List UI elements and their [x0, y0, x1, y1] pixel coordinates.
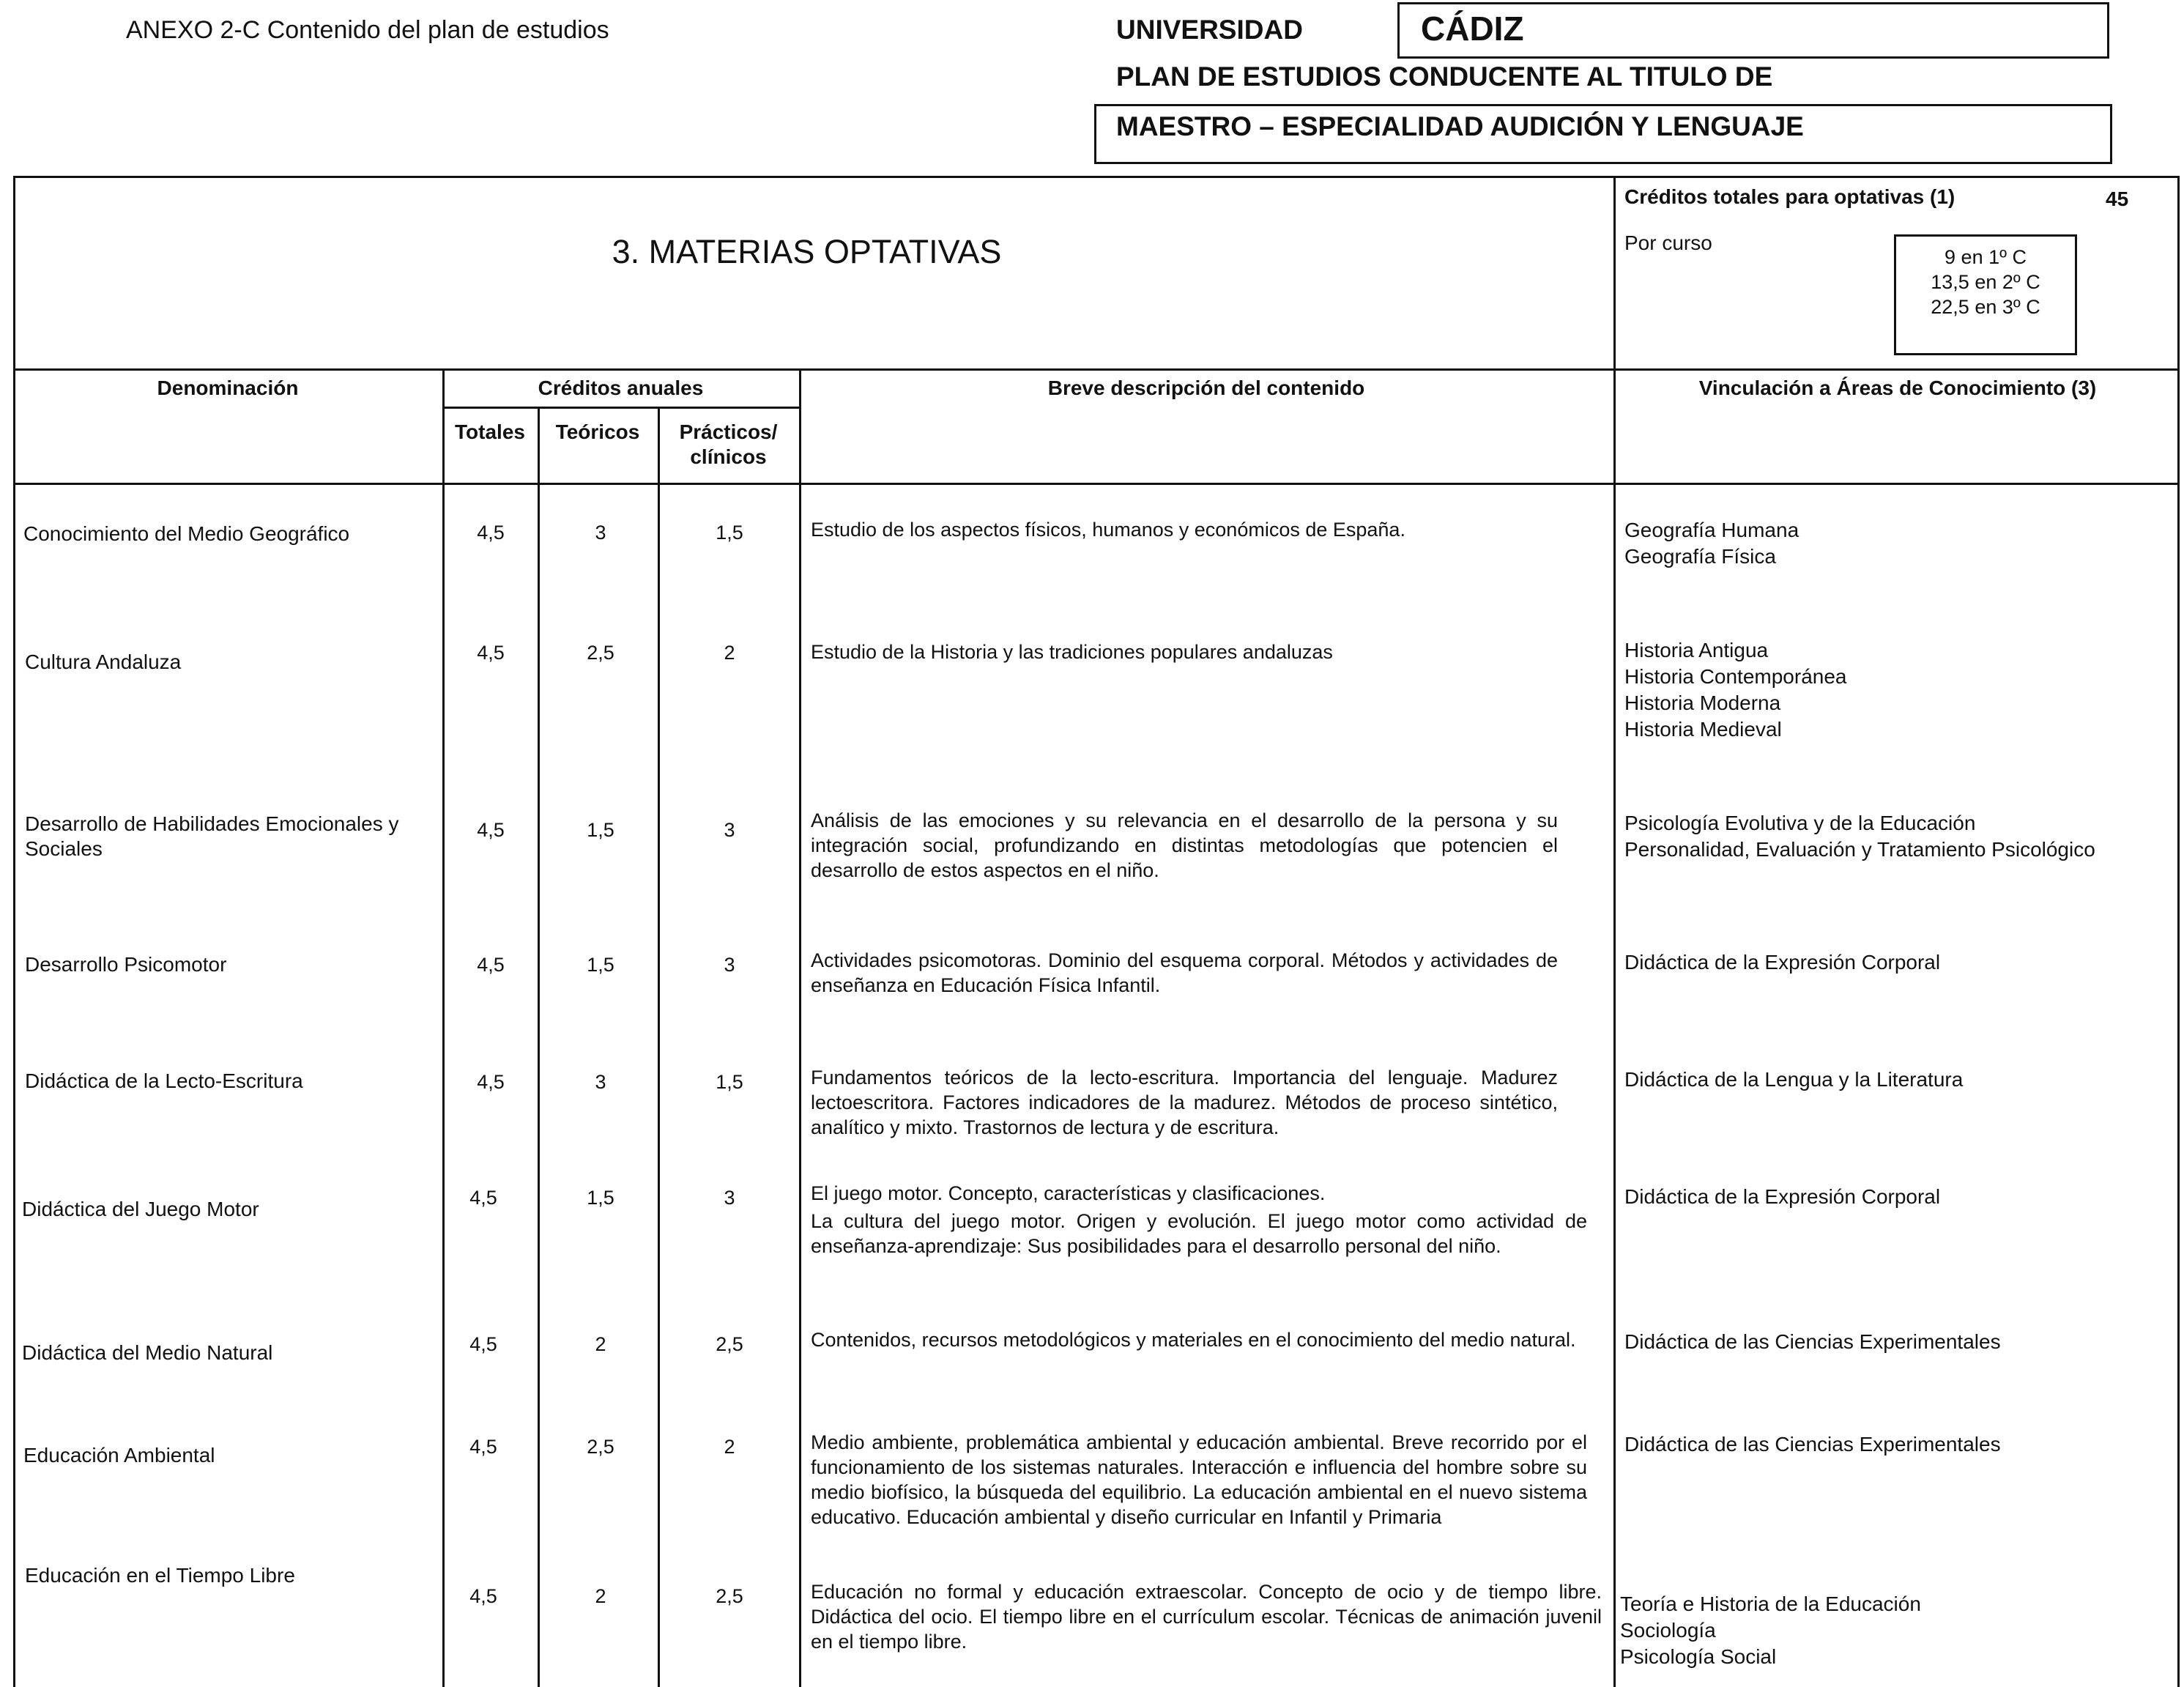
col-creditos: Créditos anuales [538, 377, 704, 399]
divider [13, 368, 2180, 371]
row-description: El juego motor. Concepto, características y clasificaciones. La cultura del juego motor. Origen y evolución. El juego motor como actividad de enseñanza-aprendizaje: Sus posibilidades para el desarrollo personal del niño. [811, 1182, 1587, 1257]
row-areas: Didáctica de la Lengua y la Literatura [1624, 1068, 1964, 1091]
col-teoricos: Teóricos [555, 420, 640, 443]
curso-1: 9 en 1º C [1945, 246, 2027, 268]
col-practicos: Prácticos/ [679, 420, 778, 443]
col-practicos-2: clínicos [690, 445, 767, 468]
col-vinculacion: Vinculación a Áreas de Conocimiento (3) [1698, 377, 2097, 399]
row-totales: 4,5 [477, 522, 505, 544]
row-totales: 4,5 [477, 1071, 505, 1093]
row-areas: Didáctica de la Expresión Corporal [1624, 1185, 1941, 1208]
university-label: UNIVERSIDAD [1116, 15, 1303, 45]
row-name: Cultura Andaluza [25, 650, 182, 673]
row-areas: Didáctica de la Expresión Corporal [1624, 951, 1941, 974]
row-name: Didáctica de la Lecto-Escritura [25, 1069, 303, 1092]
row-description: Estudio de la Historia y las tradiciones populares andaluzas [811, 641, 1333, 663]
row-areas: Teoría e Historia de la Educación Sociología Psicología Social [1620, 1593, 1921, 1668]
row-totales: 4,5 [469, 1333, 497, 1355]
row-description: Análisis de las emociones y su relevancia en el desarrollo de la persona y su integración social, profundizando en distintas metodologías que potencien el desarrollo de estos aspectos en el niño. [811, 809, 1558, 881]
section-title: 3. MATERIAS OPTATIVAS [612, 233, 1002, 270]
col-descripcion: Breve descripción del contenido [1047, 377, 1365, 399]
row-practicos: 1,5 [716, 1071, 743, 1093]
row-areas: Psicología Evolutiva y de la Educación Personalidad, Evaluación y Tratamiento Psicológico [1624, 812, 2095, 861]
divider [799, 368, 801, 1687]
curso-3: 22,5 en 3º C [1931, 296, 2040, 318]
row-name: Desarrollo de Habilidades Emocionales y Sociales [25, 812, 399, 860]
plan-line: PLAN DE ESTUDIOS CONDUCENTE AL TITULO DE [1116, 62, 1773, 92]
row-teoricos: 2,5 [587, 642, 614, 664]
divider [442, 407, 799, 409]
row-practicos: 2 [724, 1436, 735, 1458]
row-description: Medio ambiente, problemática ambiental y educación ambiental. Breve recorrido por el funcionamiento de los sistemas naturales. Interacción e influencia del hombre sobre su medio biofísico, la búsqueda del equilibrio. La educación ambiental en el nuevo sistema educativo. Educación ambiental y diseño curricular en Infantil y Primaria [811, 1431, 1587, 1528]
divider [658, 407, 660, 1687]
row-totales: 4,5 [469, 1585, 497, 1607]
degree-title: MAESTRO – ESPECIALIDAD AUDICIÓN Y LENGUAJE [1116, 111, 1804, 141]
row-description: Fundamentos teóricos de la lecto-escritura. Importancia del lenguaje. Madurez lectoescritora. Factores indicadores de la madurez. Métodos de proceso sintético, analítico y mixto. Trastornos de lectura y de escritura. [811, 1067, 1558, 1138]
por-curso-label: Por curso [1624, 231, 1712, 254]
row-totales: 4,5 [477, 954, 505, 976]
row-teoricos: 3 [595, 1071, 606, 1093]
row-teoricos: 1,5 [587, 954, 614, 976]
row-name: Desarrollo Psicomotor [25, 953, 227, 976]
row-practicos: 3 [724, 819, 735, 841]
optativas-label: Créditos totales para optativas (1) [1624, 185, 1955, 208]
divider [442, 368, 445, 1687]
row-areas: Didáctica de las Ciencias Experimentales [1624, 1330, 2001, 1353]
row-practicos: 3 [724, 954, 735, 976]
row-practicos: 3 [724, 1187, 735, 1209]
row-practicos: 2,5 [716, 1585, 743, 1607]
row-practicos: 2,5 [716, 1333, 743, 1355]
divider [13, 483, 2180, 485]
row-totales: 4,5 [469, 1187, 497, 1209]
row-description: Contenidos, recursos metodológicos y materiales en el conocimiento del medio natural. [811, 1329, 1576, 1351]
curso-2: 13,5 en 2º C [1931, 271, 2040, 293]
row-totales: 4,5 [477, 819, 505, 841]
row-practicos: 1,5 [716, 522, 743, 544]
row-description: Educación no formal y educación extraescolar. Concepto de ocio y de tiempo libre. Didáctica del ocio. El tiempo libre en el currículum escolar. Técnicas de animación juvenil en el tiempo libre. [811, 1581, 1602, 1653]
row-totales: 4,5 [469, 1436, 497, 1458]
divider [538, 407, 540, 1687]
row-name: Conocimiento del Medio Geográfico [23, 522, 350, 545]
row-description: Estudio de los aspectos físicos, humanos y económicos de España. [811, 519, 1405, 541]
divider [1613, 176, 1616, 1687]
row-practicos: 2 [724, 642, 735, 664]
row-name: Educación Ambiental [23, 1444, 215, 1467]
row-teoricos: 1,5 [587, 819, 614, 841]
row-totales: 4,5 [477, 642, 505, 664]
row-teoricos: 2,5 [587, 1436, 614, 1458]
row-teoricos: 2 [595, 1333, 606, 1355]
row-name: Didáctica del Medio Natural [22, 1341, 273, 1364]
university-name: CÁDIZ [1421, 10, 1524, 48]
row-areas: Didáctica de las Ciencias Experimentales [1624, 1433, 2001, 1456]
col-totales: Totales [455, 420, 525, 443]
row-teoricos: 3 [595, 522, 606, 544]
row-description: Actividades psicomotoras. Dominio del esquema corporal. Métodos y actividades de enseñanza en Educación Física Infantil. [811, 949, 1558, 996]
annex-title: ANEXO 2-C Contenido del plan de estudios [126, 16, 609, 44]
row-teoricos: 1,5 [587, 1187, 614, 1209]
row-areas: Historia Antigua Historia Contemporánea Historia Moderna Historia Medieval [1624, 639, 1847, 741]
row-teoricos: 2 [595, 1585, 606, 1607]
col-denominacion: Denominación [157, 377, 299, 399]
row-name: Didáctica del Juego Motor [22, 1198, 259, 1220]
row-areas: Geografía Humana Geografía Física [1624, 519, 1799, 568]
row-name: Educación en el Tiempo Libre [25, 1564, 295, 1587]
optativas-total: 45 [2106, 188, 2129, 210]
